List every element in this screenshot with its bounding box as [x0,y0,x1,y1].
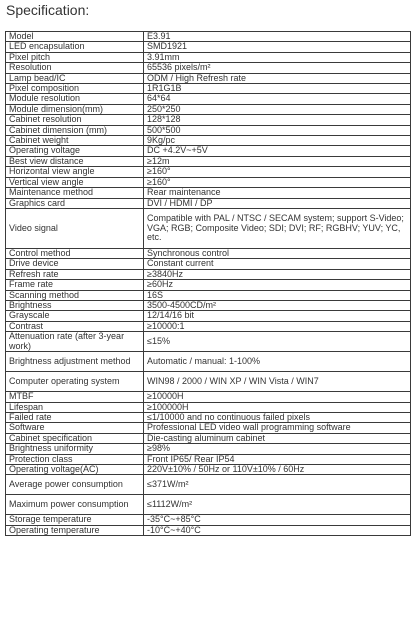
spec-row [6,352,411,372]
spec-row [6,444,411,454]
spec-label: Lamp bead/IC [6,73,144,83]
spec-row [6,475,411,495]
page-title: Specification: [6,2,90,18]
spec-label: Brightness adjustment method [6,352,144,372]
spec-value: 3.91mm [144,52,411,62]
spec-label: Contrast [6,321,144,331]
spec-value: DC +4.2V~+5V [144,146,411,156]
spec-label: Drive device [6,259,144,269]
spec-value: ≤1/10000 and no continuous failed pixels [144,412,411,422]
spec-row [6,321,411,331]
spec-value: 9Kg/pc [144,136,411,146]
spec-value: 1R1G1B [144,84,411,94]
spec-label: Failed rate [6,412,144,422]
spec-row [6,332,411,352]
spec-row [6,280,411,290]
spec-row [6,94,411,104]
spec-value: 3500-4500CD/m² [144,300,411,310]
spec-value: Constant current [144,259,411,269]
spec-value: 16S [144,290,411,300]
spec-value: Professional LED video wall programming software [144,423,411,433]
spec-label: Storage temperature [6,515,144,525]
spec-label: Cabinet dimension (mm) [6,125,144,135]
spec-value: ≥60Hz [144,280,411,290]
spec-row [6,198,411,208]
spec-label: Control method [6,248,144,258]
spec-label: Scanning method [6,290,144,300]
spec-row [6,42,411,52]
spec-label: Lifespan [6,402,144,412]
spec-value: ≥12m [144,156,411,166]
spec-label: Grayscale [6,311,144,321]
spec-label: Module dimension(mm) [6,104,144,114]
spec-value: ≤15% [144,332,411,352]
spec-label: Resolution [6,63,144,73]
spec-value: 128*128 [144,115,411,125]
spec-row [6,177,411,187]
spec-label: Module resolution [6,94,144,104]
spec-label: MTBF [6,392,144,402]
spec-value: ≥98% [144,444,411,454]
spec-row [6,392,411,402]
spec-label: Pixel pitch [6,52,144,62]
spec-row [6,433,411,443]
spec-row [6,167,411,177]
spec-row [6,525,411,535]
spec-value: 250*250 [144,104,411,114]
spec-value: -10°C~+40°C [144,525,411,535]
spec-label: Vertical view angle [6,177,144,187]
spec-row [6,208,411,248]
spec-label: Horizontal view angle [6,167,144,177]
spec-label: LED encapsulation [6,42,144,52]
spec-row [6,495,411,515]
spec-label: Best view distance [6,156,144,166]
spec-value: Compatible with PAL / NTSC / SECAM system; support S-Video; VGA; RGB; Composite Video; SDI; DVI; RF; RGBHV; YUV; YC, etc. [144,208,411,248]
spec-label: Brightness [6,300,144,310]
spec-label: Model [6,32,144,42]
spec-label: Attenuation rate (after 3-year work) [6,332,144,352]
spec-row [6,259,411,269]
spec-value: Automatic / manual: 1-100% [144,352,411,372]
spec-label: Graphics card [6,198,144,208]
spec-row [6,125,411,135]
spec-row [6,423,411,433]
spec-row [6,515,411,525]
spec-value: 64*64 [144,94,411,104]
spec-label: Maximum power consumption [6,495,144,515]
spec-value: WIN98 / 2000 / WIN XP / WIN Vista / WIN7 [144,372,411,392]
spec-row [6,402,411,412]
spec-row [6,73,411,83]
spec-row [6,156,411,166]
spec-row [6,104,411,114]
spec-label: Maintenance method [6,188,144,198]
spec-label: Operating voltage(AC) [6,465,144,475]
spec-row [6,248,411,258]
spec-value: SMD1921 [144,42,411,52]
spec-row [6,84,411,94]
spec-value: 12/14/16 bit [144,311,411,321]
spec-value: Die-casting aluminum cabinet [144,433,411,443]
spec-row [6,372,411,392]
spec-row [6,32,411,42]
spec-value: Front IP65/ Rear IP54 [144,454,411,464]
spec-row [6,311,411,321]
spec-value: ≥10000H [144,392,411,402]
spec-value: 220V±10% / 50Hz or 110V±10% / 60Hz [144,465,411,475]
spec-label: Video signal [6,208,144,248]
spec-row [6,300,411,310]
spec-value: -35°C~+85°C [144,515,411,525]
spec-value: ≤371W/m² [144,475,411,495]
spec-value: ≤1112W/m² [144,495,411,515]
spec-value: ≥160° [144,167,411,177]
spec-label: Computer operating system [6,372,144,392]
spec-row [6,188,411,198]
spec-label: Frame rate [6,280,144,290]
spec-label: Cabinet resolution [6,115,144,125]
spec-label: Refresh rate [6,269,144,279]
spec-label: Cabinet specification [6,433,144,443]
spec-value: ≥3840Hz [144,269,411,279]
spec-value: 65536 pixels/m² [144,63,411,73]
spec-label: Operating temperature [6,525,144,535]
spec-row [6,412,411,422]
spec-value: Synchronous control [144,248,411,258]
spec-label: Pixel composition [6,84,144,94]
spec-label: Software [6,423,144,433]
spec-value: ≥100000H [144,402,411,412]
spec-row [6,146,411,156]
spec-label: Protection class [6,454,144,464]
spec-value: 500*500 [144,125,411,135]
spec-label: Brightness uniformity [6,444,144,454]
spec-row [6,454,411,464]
spec-row [6,63,411,73]
spec-value: ODM / High Refresh rate [144,73,411,83]
spec-row [6,290,411,300]
spec-row [6,269,411,279]
spec-label: Average power consumption [6,475,144,495]
spec-value: ≥10000:1 [144,321,411,331]
spec-row [6,115,411,125]
spec-value: DVI / HDMI / DP [144,198,411,208]
spec-row [6,465,411,475]
specification-table [5,31,411,536]
spec-label: Operating voltage [6,146,144,156]
spec-value: ≥160° [144,177,411,187]
spec-value: Rear maintenance [144,188,411,198]
spec-label: Cabinet weight [6,136,144,146]
spec-row [6,136,411,146]
spec-row [6,52,411,62]
spec-value: E3.91 [144,32,411,42]
